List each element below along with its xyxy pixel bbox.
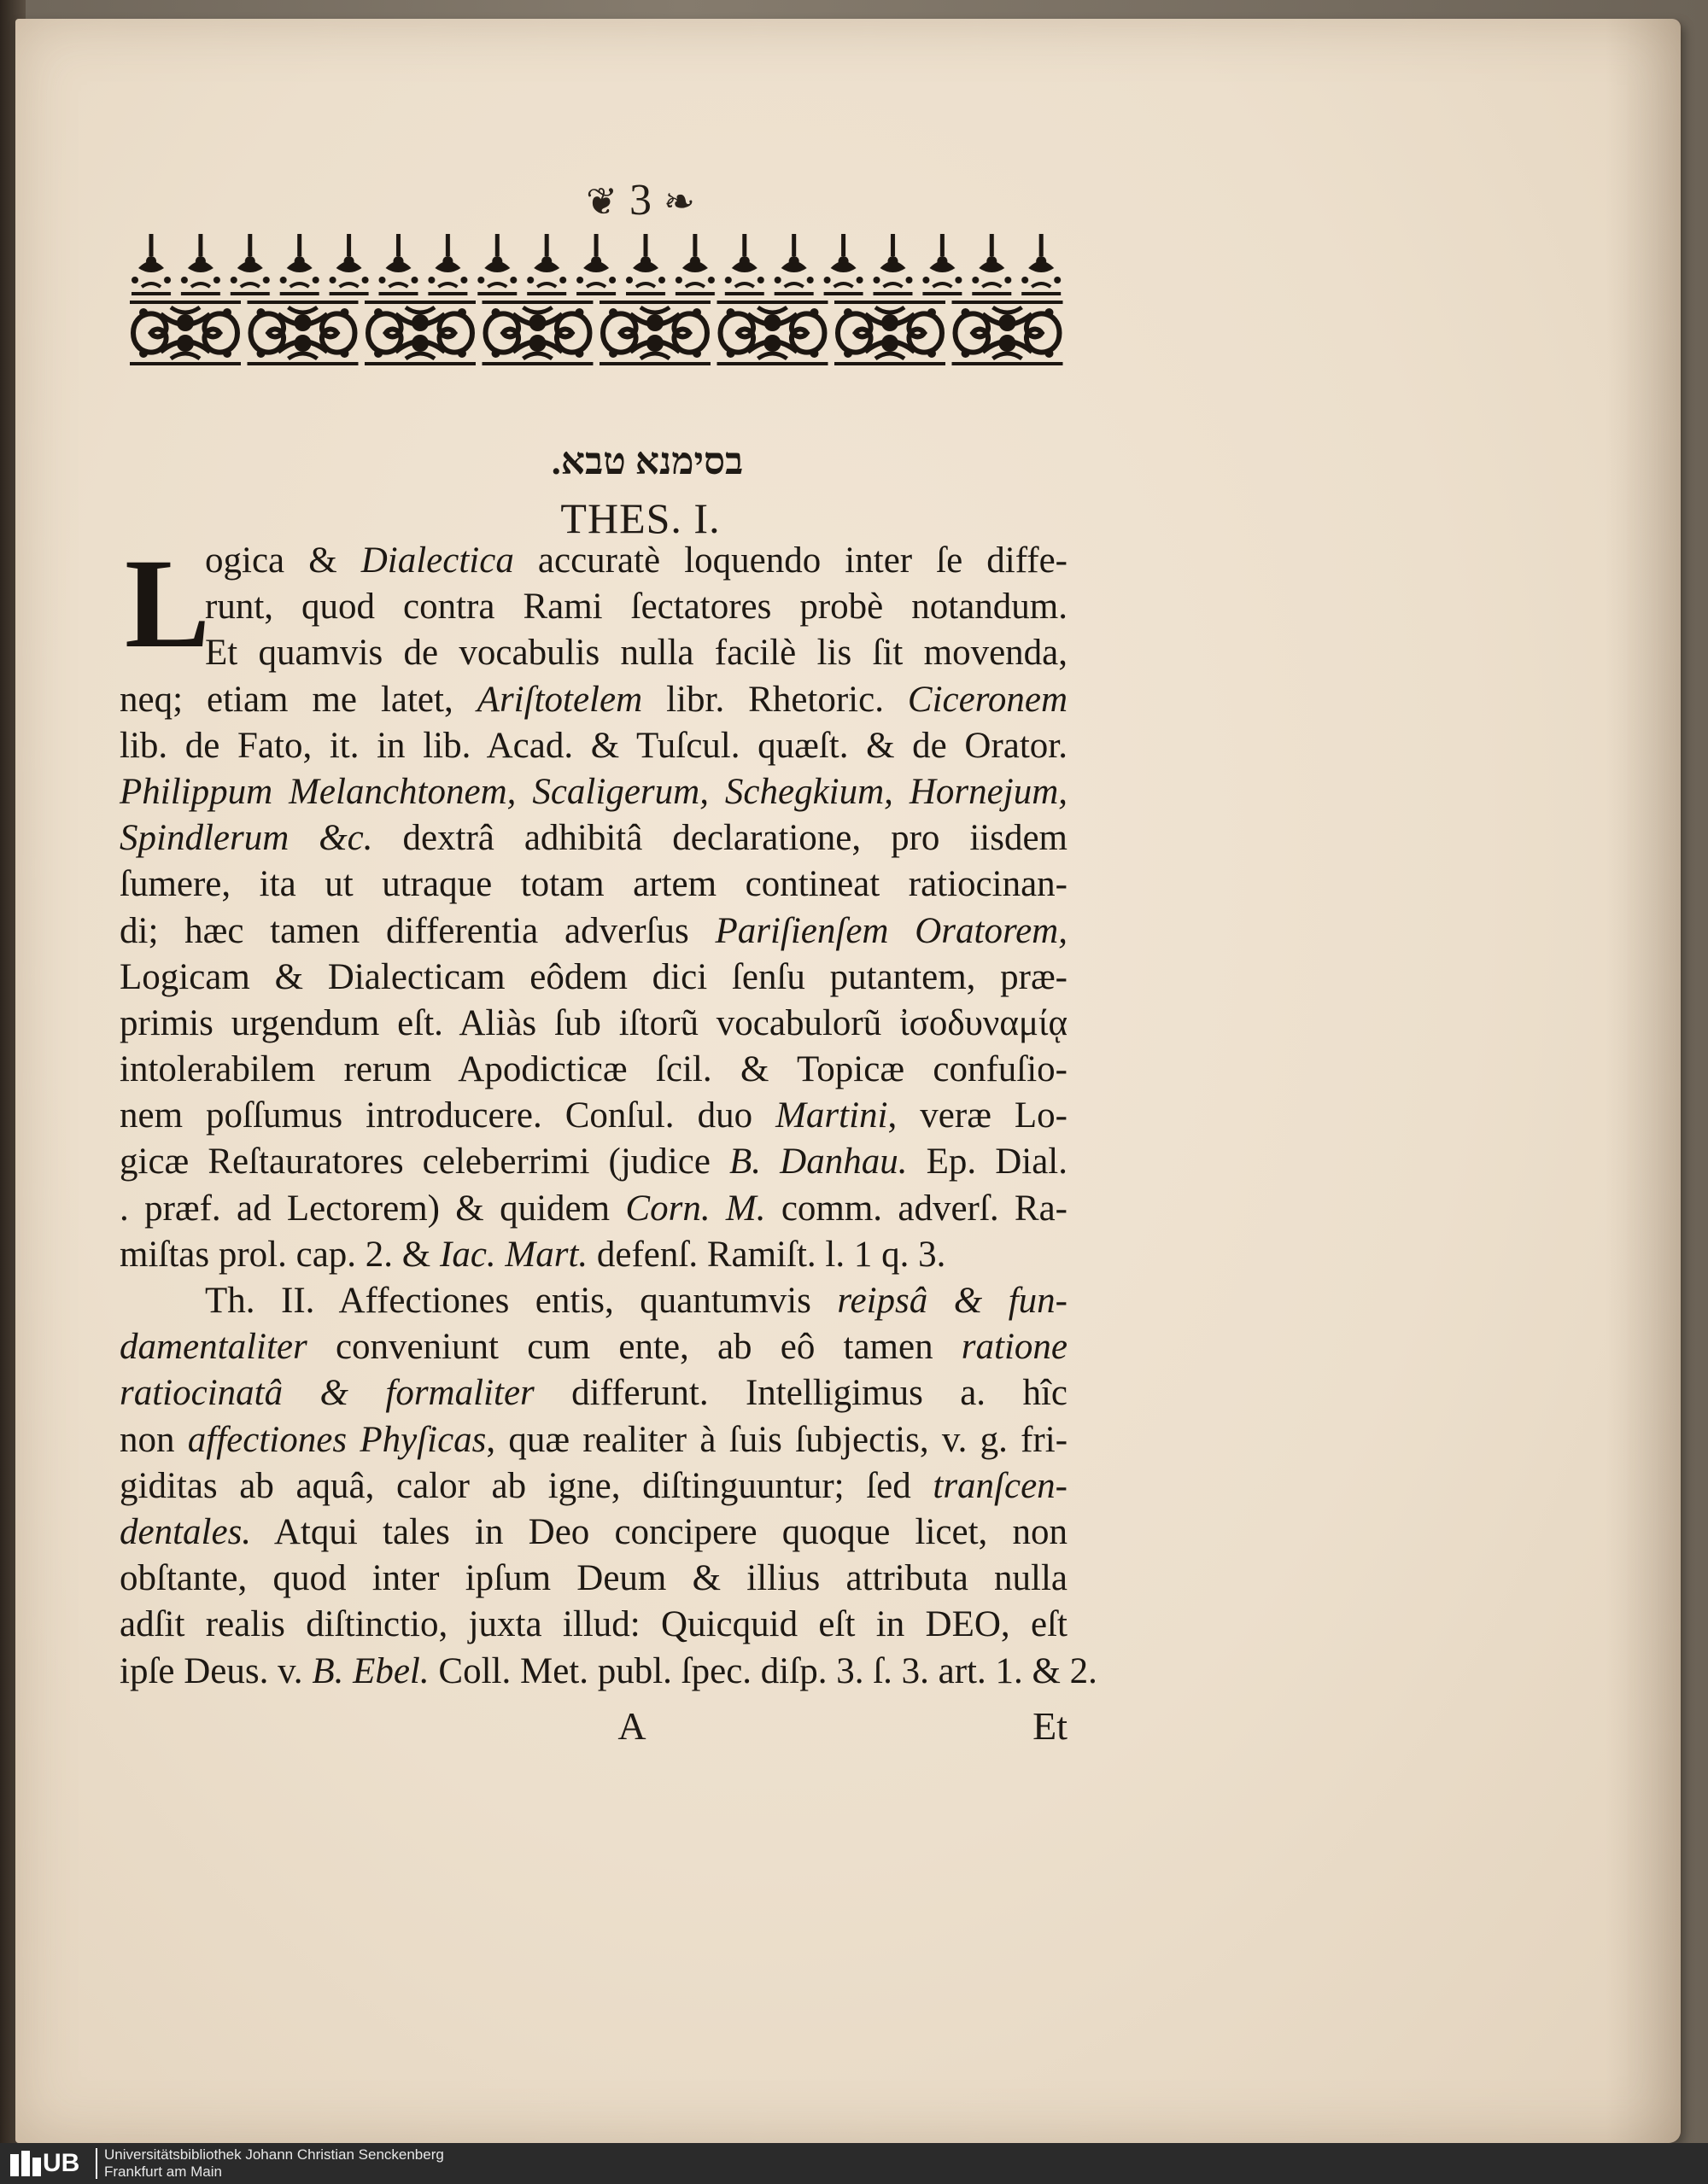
text-segment: Logicam & Dialecticam eôdem dici ſenſu putantem, præ- — [120, 956, 1068, 997]
text-line — [120, 908, 1068, 955]
text-segment: , quæ realiter à ſuis ſubjectis, v. g. fri- — [486, 1419, 1068, 1460]
library-logo-icon — [9, 2149, 43, 2180]
text-segment: gicæ Reſtauratores celeberrimi (judice — [120, 1142, 730, 1183]
text-segment: giditas ab aquâ, calor ab igne, diſtinguuntur; ſed — [120, 1465, 933, 1506]
text-line — [120, 815, 1068, 861]
text-segment: Th. II. Affectiones entis, quantumvis — [205, 1281, 838, 1321]
text-line — [120, 723, 1068, 769]
text-segment: ipſe Deus. v. — [120, 1650, 313, 1691]
text-line — [120, 1602, 1068, 1648]
text-segment: runt, quod contra Rami ſectatores probè notandum. — [205, 587, 1068, 628]
ub-logo — [3, 2146, 102, 2181]
text-line — [120, 1001, 1068, 1047]
italic-segment: B. Ebel. — [312, 1650, 430, 1691]
text-line — [120, 1093, 1068, 1139]
text-segment: Et quamvis de vocabulis nulla facilè lis ſit movenda, — [205, 633, 1068, 674]
italic-segment: Pariſienſem Oratorem, — [715, 910, 1068, 951]
institution-line-2: Frankfurt am Main — [104, 2164, 222, 2180]
text-segment: miſtas prol. cap. 2. & — [120, 1234, 440, 1275]
italic-segment: Spindlerum &c. — [120, 818, 373, 859]
institution-line-1: Universitätsbibliothek Johann Christian Senckenberg — [104, 2146, 444, 2163]
text-segment: accuratè loquendo inter ſe diffe- — [513, 540, 1068, 581]
text-line — [120, 1139, 1068, 1185]
text-segment: comm. adverſ. Ra- — [765, 1188, 1068, 1229]
institution-name — [104, 2146, 702, 2181]
flourish-left-icon: ❦ — [586, 181, 617, 223]
text-segment: adſit realis diſtinctio, juxta illud: Quicquid eſt in DEO, eſt — [120, 1604, 1068, 1645]
text-segment: primis urgendum eſt. Aliàs ſub iſtorũ vocabulorũ ἰσοδυναμίᾳ — [120, 1002, 1068, 1043]
hebrew-motto: בסימנא טבא. — [551, 441, 744, 482]
italic-segment: Ciceronem — [907, 679, 1068, 720]
italic-segment: Martini — [775, 1095, 888, 1136]
text-segment: intolerabilem rerum Apodicticæ ſcil. & Topicæ confuſio- — [120, 1049, 1068, 1090]
signature-mark: A — [617, 1704, 646, 1748]
text-segment: non — [120, 1419, 188, 1460]
ornamental-border-icon — [126, 231, 1066, 435]
text-segment: defenſ. Ramiſt. l. 1 q. 3. — [588, 1234, 946, 1275]
text-line — [120, 1232, 1068, 1278]
italic-segment: damentaliter — [120, 1327, 307, 1368]
thesis-title: THES. I. — [560, 494, 721, 542]
text-segment: neq; etiam me latet, — [120, 679, 477, 720]
italic-segment: Philippum Melanchtonem, Scaligerum, Schegkium, Hornejum, — [120, 771, 1068, 812]
italic-segment: dentales. — [120, 1511, 252, 1552]
body-text — [120, 533, 1097, 1695]
text-line — [120, 1649, 1097, 1695]
text-line — [120, 1556, 1068, 1602]
text-segment: differunt. Intelligimus a. hîc — [534, 1373, 1068, 1414]
text-line — [120, 1047, 1068, 1093]
text-segment: lib. de Fato, it. in lib. Acad. & Tuſcul. quæſt. & de Orator. — [120, 725, 1068, 766]
logo-text: UB — [43, 2149, 80, 2177]
text-segment: di; hæc tamen differentia adverſus — [120, 910, 716, 951]
italic-segment: ratione — [961, 1327, 1068, 1368]
flourish-right-icon: ❧ — [664, 181, 695, 223]
text-segment: libr. Rhetoric. — [642, 679, 908, 720]
text-line — [120, 538, 1068, 584]
text-line — [120, 1370, 1068, 1416]
italic-segment: Iac. Mart. — [440, 1234, 588, 1275]
italic-segment: ratiocinatâ & formaliter — [120, 1373, 535, 1414]
text-line — [120, 955, 1068, 1001]
text-line — [120, 1463, 1068, 1510]
footer-bar — [0, 2143, 1708, 2184]
drop-cap: L — [125, 533, 211, 674]
text-line — [120, 584, 1068, 630]
text-segment: . præf. ad Lectorem) & quidem — [120, 1188, 626, 1229]
italic-segment: Corn. M. — [625, 1188, 766, 1229]
text-segment: conveniunt cum ente, ab eô tamen — [307, 1327, 962, 1368]
text-line — [120, 1417, 1068, 1463]
text-line — [120, 861, 1068, 908]
page-edge — [1606, 19, 1682, 2143]
footer-divider — [96, 2148, 97, 2179]
text-segment: & — [284, 540, 361, 581]
italic-segment: Ariſtotelem — [477, 679, 643, 720]
italic-segment: affectiones Phyſicas — [187, 1419, 487, 1460]
text-line — [120, 1324, 1068, 1370]
italic-segment: reipsâ & fun- — [837, 1281, 1068, 1321]
page-number: 3 — [629, 176, 652, 225]
page-number-header — [512, 175, 769, 225]
italic-segment: tranſcen- — [933, 1465, 1068, 1506]
text-segment: Coll. Met. publ. ſpec. diſp. 3. ſ. 3. art. 1. & 2. — [429, 1650, 1097, 1691]
text-line — [120, 769, 1068, 815]
text-line — [120, 630, 1068, 676]
text-line — [120, 1186, 1068, 1232]
text-segment: Atqui tales in Deo concipere quoque licet, non — [251, 1511, 1068, 1552]
text-segment: dextrâ adhibitâ declaratione, pro iisdem — [372, 818, 1068, 859]
text-segment: ſumere, ita ut utraque totam artem contineat ratiocinan- — [120, 864, 1068, 905]
text-segment: obſtante, quod inter ipſum Deum & illius attributa nulla — [120, 1558, 1068, 1599]
text-line — [120, 1278, 1068, 1324]
italic-segment: Dialectica — [360, 540, 514, 581]
italic-segment: B. Danhau. — [729, 1142, 908, 1183]
text-segment: Ep. Dial. — [907, 1142, 1068, 1183]
text-segment: nem poſſumus introducere. Conſul. duo — [120, 1095, 776, 1136]
text-line — [120, 677, 1068, 723]
text-segment: , veræ Lo- — [887, 1095, 1068, 1136]
text-segment: ogica — [205, 540, 285, 581]
text-line — [120, 1510, 1068, 1556]
catchword: Et — [1032, 1704, 1068, 1748]
